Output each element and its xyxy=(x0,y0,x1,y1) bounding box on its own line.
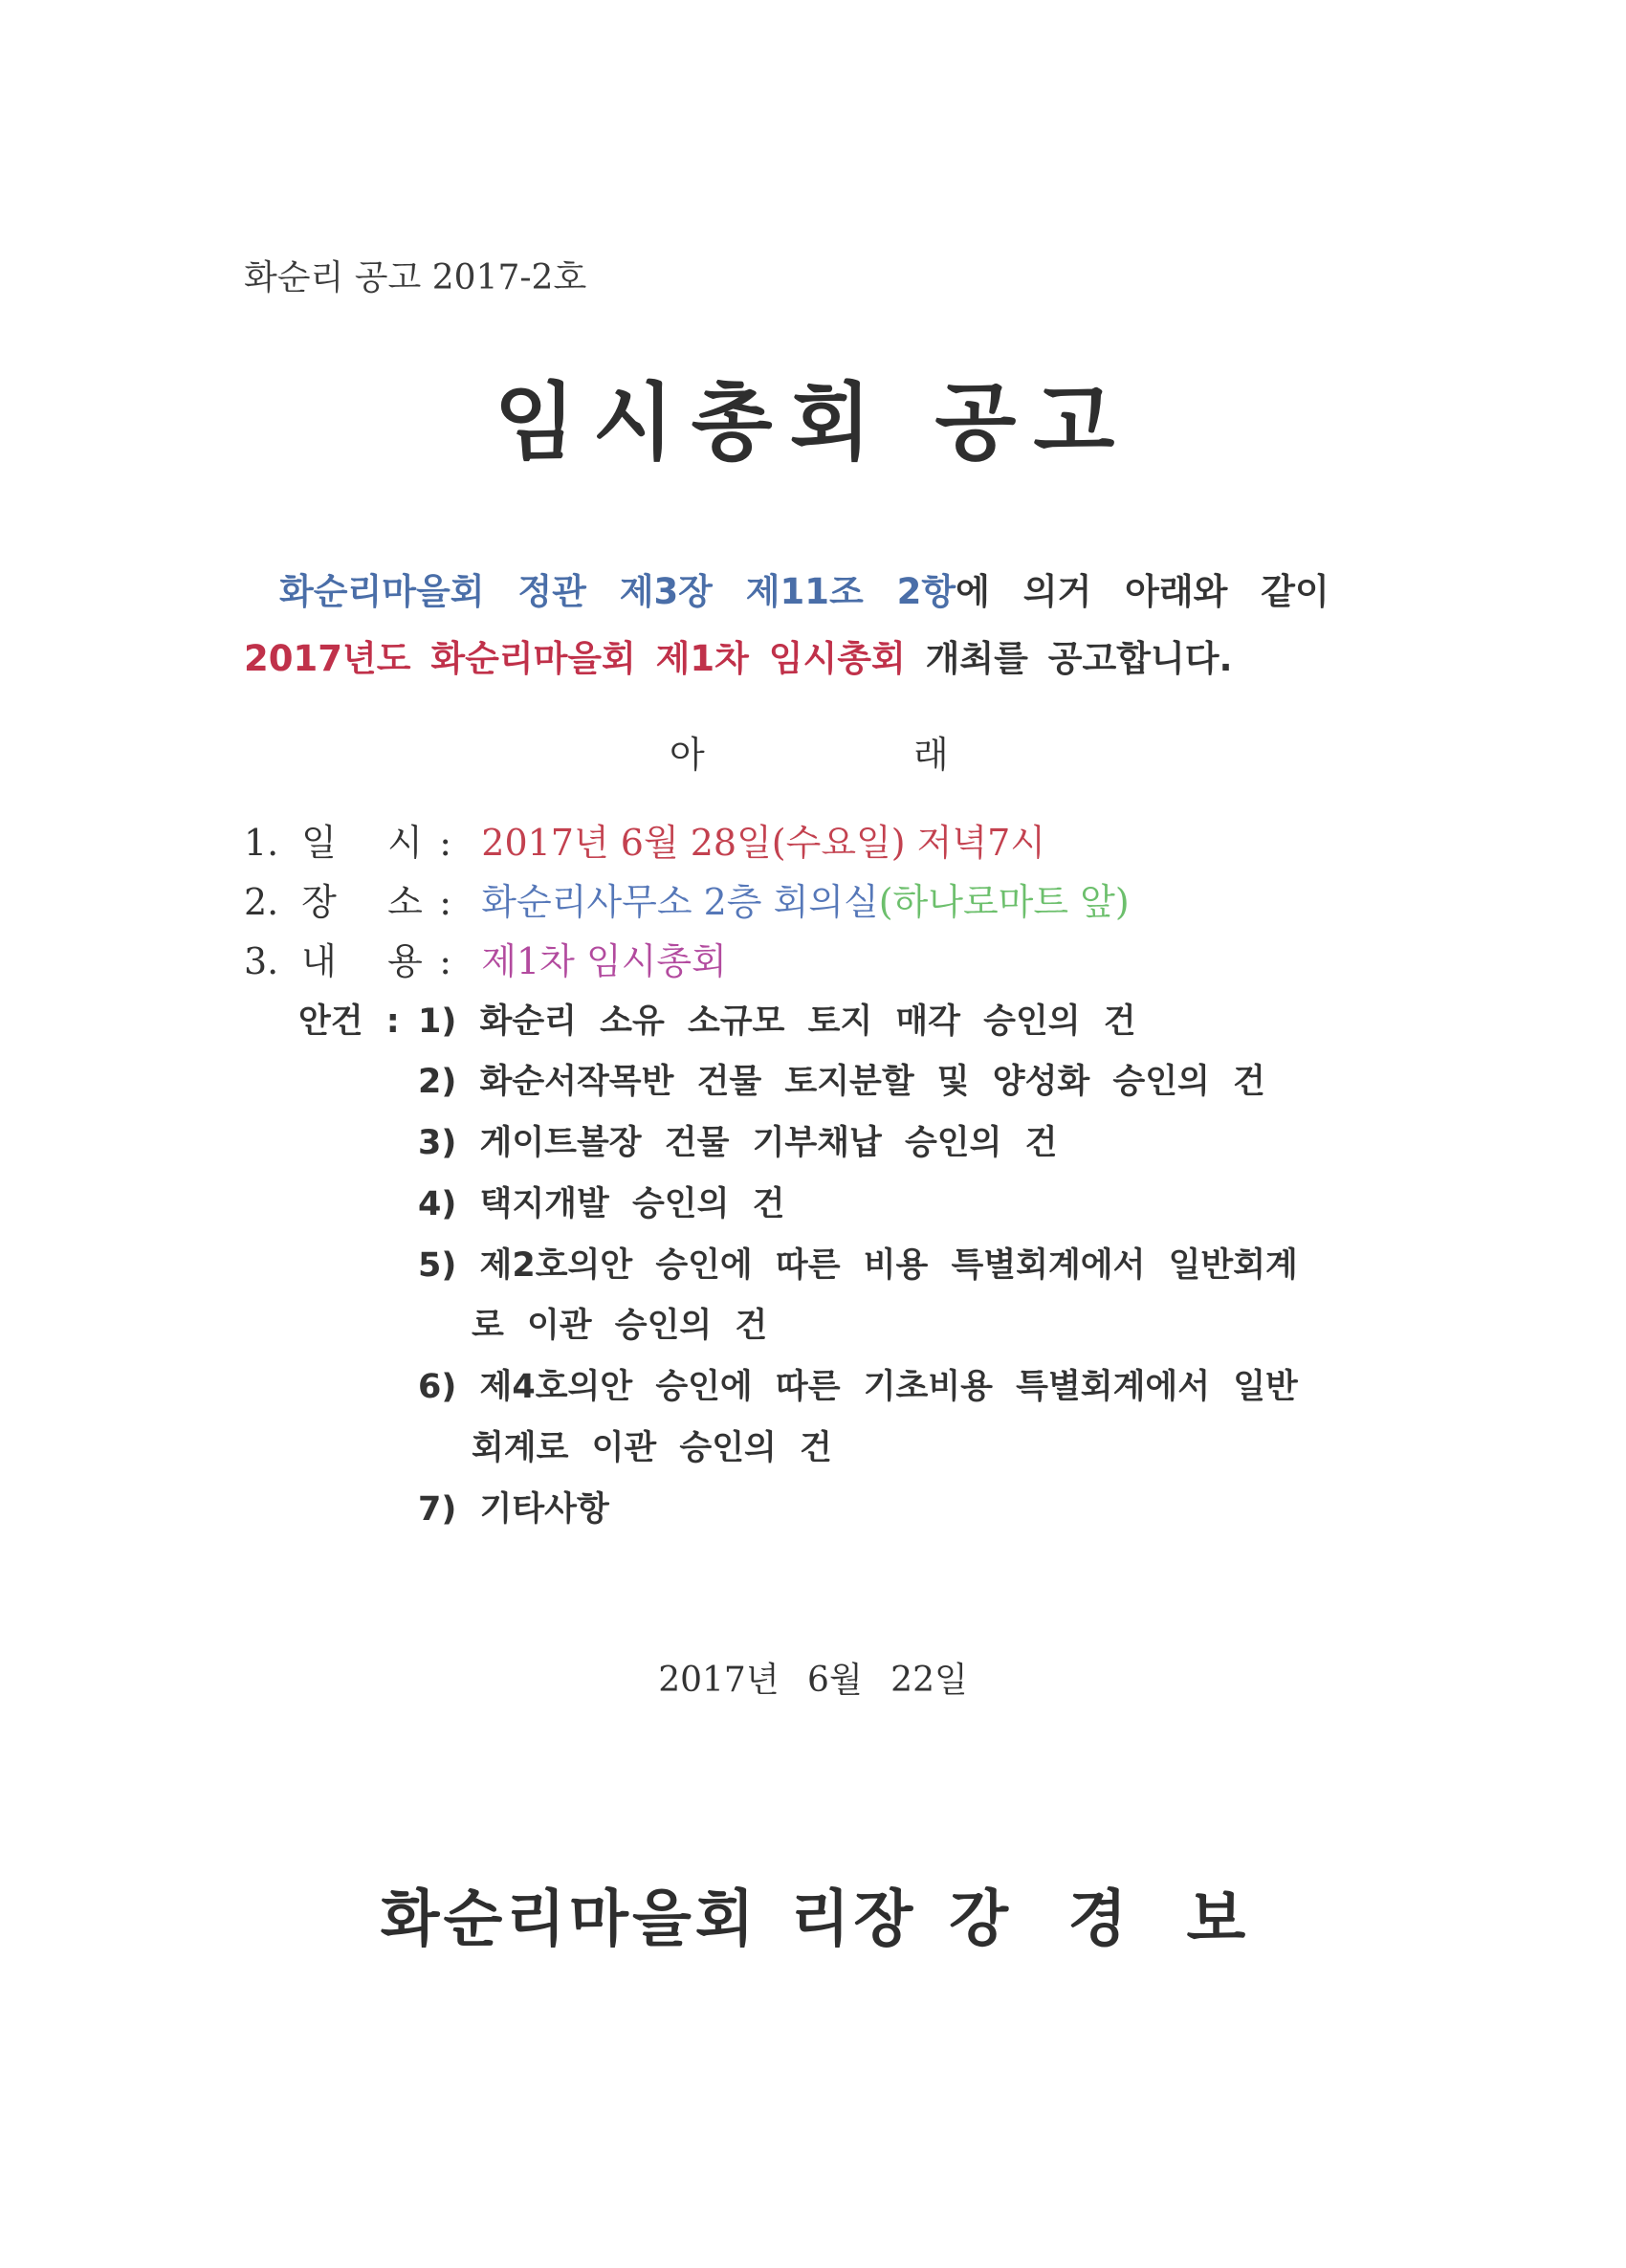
signature xyxy=(0,1870,1626,1958)
item-number: 3. xyxy=(244,940,279,982)
intro-line-1 xyxy=(279,562,1329,614)
item-content xyxy=(244,932,727,984)
agenda-item-continuation: 회계로 이관 승인의 건 xyxy=(472,1429,832,1467)
item-label-a: 장 xyxy=(301,881,337,923)
item-label-a: 일 xyxy=(301,822,337,864)
item-place xyxy=(244,872,1130,925)
agenda-item: 6) 제4호의안 승인에 따른 기초비용 특별회계에서 일반 xyxy=(418,1368,1298,1406)
signature-organization: 화순리마을회 xyxy=(380,1883,758,1955)
intro-line-2 xyxy=(244,629,1233,681)
agenda-item: 7) 기타사항 xyxy=(418,1490,609,1529)
item-number: 1. xyxy=(244,822,279,864)
page-title: 임시총회 공고 xyxy=(494,372,1132,472)
item-label-b: 소 xyxy=(387,881,423,923)
intro-line-1-highlight: 화순리마을회 정관 제3장 제11조 2항 xyxy=(279,571,956,612)
item-datetime xyxy=(244,813,1045,866)
item-value-content: 제1차 임시총회 xyxy=(481,940,727,982)
item-label xyxy=(301,813,428,866)
intro-line-2-rest: 개최를 공고합니다. xyxy=(905,638,1233,679)
item-colon: : xyxy=(439,881,451,923)
notice-date: 2017년 6월 22일 xyxy=(658,1661,968,1700)
signature-role: 리장 xyxy=(790,1883,917,1955)
notice-number: 화순리 공고 2017-2호 xyxy=(244,258,587,297)
agenda-item: 2) 화순서작목반 건물 토지분할 및 양성화 승인의 건 xyxy=(418,1063,1265,1101)
item-label-b: 용 xyxy=(387,940,423,982)
item-value-place: 화순리사무소 2층 회의실 xyxy=(481,881,879,923)
item-label-a: 내 xyxy=(301,940,337,982)
agenda-item: 1) 화순리 소유 소규모 토지 매각 승인의 건 xyxy=(418,1002,1136,1041)
agenda-item: 3) 게이트볼장 건물 기부채납 승인의 건 xyxy=(418,1124,1058,1162)
below-heading-left: 아 xyxy=(670,734,705,776)
below-heading-right: 래 xyxy=(913,734,949,776)
item-colon: : xyxy=(439,822,451,864)
item-value-place-note: (하나로마트 앞) xyxy=(878,881,1130,923)
agenda-label: 안건 : xyxy=(298,1002,400,1041)
item-colon: : xyxy=(439,940,451,982)
signature-name: 강 경 보 xyxy=(949,1883,1246,1955)
item-label xyxy=(301,872,428,925)
intro-line-2-highlight: 2017년도 화순리마을회 제1차 임시총회 xyxy=(244,638,906,679)
agenda-item: 5) 제2호의안 승인에 따른 비용 특별회계에서 일반회계 xyxy=(418,1246,1298,1285)
item-label xyxy=(301,932,428,984)
item-value-datetime: 2017년 6월 28일(수요일) 저녁7시 xyxy=(481,822,1045,864)
item-label-b: 시 xyxy=(387,822,423,864)
intro-line-1-rest: 에 의거 아래와 같이 xyxy=(956,571,1329,612)
agenda-item: 4) 택지개발 승인의 건 xyxy=(418,1185,785,1223)
agenda-item-continuation: 로 이관 승인의 건 xyxy=(472,1307,768,1345)
item-number: 2. xyxy=(244,881,279,923)
